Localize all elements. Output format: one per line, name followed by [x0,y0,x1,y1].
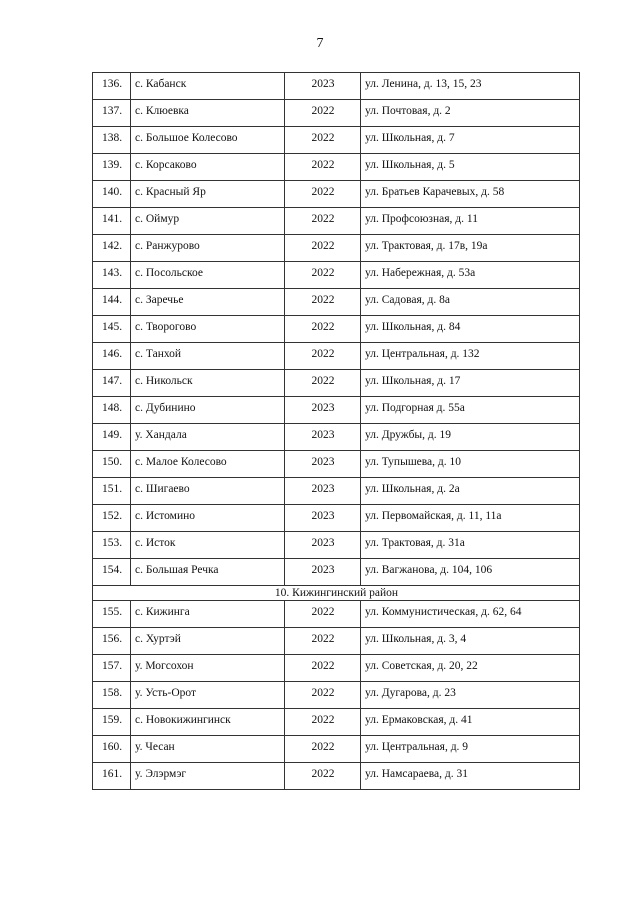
table-row [93,397,580,424]
settlement-name: с. Посольское [131,262,285,289]
settlement-name: у. Усть-Орот [131,682,285,709]
row-number: 148. [93,397,131,424]
address-cell: ул. Братьев Карачевых, д. 58 [361,181,580,208]
year-cell: 2022 [285,100,361,127]
settlement-name: у. Элэрмэг [131,763,285,790]
year-cell: 2022 [285,181,361,208]
settlement-name: с. Ранжурово [131,235,285,262]
year-cell: 2022 [285,208,361,235]
address-cell: ул. Тупышева, д. 10 [361,451,580,478]
settlement-name: с. Дубинино [131,397,285,424]
table-row [93,709,580,736]
table-row [93,451,580,478]
year-cell: 2023 [285,73,361,100]
year-cell: 2022 [285,763,361,790]
row-number: 139. [93,154,131,181]
table-row [93,343,580,370]
row-number: 145. [93,316,131,343]
year-cell: 2023 [285,478,361,505]
row-number: 140. [93,181,131,208]
table-row [93,370,580,397]
table-row [93,532,580,559]
year-cell: 2023 [285,424,361,451]
address-cell: ул. Дружбы, д. 19 [361,424,580,451]
year-cell: 2022 [285,235,361,262]
settlement-name: с. Заречье [131,289,285,316]
address-cell: ул. Дугарова, д. 23 [361,682,580,709]
year-cell: 2022 [285,154,361,181]
settlement-name: с. Хуртэй [131,628,285,655]
row-number: 161. [93,763,131,790]
settlement-name: у. Могсохон [131,655,285,682]
row-number: 137. [93,100,131,127]
settlement-name: с. Оймур [131,208,285,235]
address-cell: ул. Профсоюзная, д. 11 [361,208,580,235]
table-row [93,601,580,628]
settlement-name: у. Чесан [131,736,285,763]
row-number: 150. [93,451,131,478]
table-row [93,154,580,181]
page-number: 7 [316,36,324,51]
settlement-name: с. Танхой [131,343,285,370]
settlement-name: с. Корсаково [131,154,285,181]
year-cell: 2022 [285,316,361,343]
row-number: 138. [93,127,131,154]
table-body-district-9 [93,73,580,586]
settlement-name: с. Новокижингинск [131,709,285,736]
address-cell: ул. Центральная, д. 132 [361,343,580,370]
table-row [93,736,580,763]
address-cell: ул. Школьная, д. 84 [361,316,580,343]
section-row-group [93,586,580,601]
table-row [93,262,580,289]
year-cell: 2022 [285,289,361,316]
table-row [93,682,580,709]
year-cell: 2022 [285,682,361,709]
year-cell: 2023 [285,397,361,424]
address-cell: ул. Вагжанова, д. 104, 106 [361,559,580,586]
address-cell: ул. Подгорная д. 55а [361,397,580,424]
address-cell: ул. Школьная, д. 7 [361,127,580,154]
address-cell: ул. Школьная, д. 5 [361,154,580,181]
row-number: 141. [93,208,131,235]
year-cell: 2022 [285,736,361,763]
address-cell: ул. Намсараева, д. 31 [361,763,580,790]
year-cell: 2022 [285,628,361,655]
settlement-name: с. Кабанск [131,73,285,100]
table-row [93,289,580,316]
address-cell: ул. Садовая, д. 8а [361,289,580,316]
row-number: 154. [93,559,131,586]
table-row [93,100,580,127]
year-cell: 2022 [285,601,361,628]
table-row [93,316,580,343]
address-cell: ул. Ленина, д. 13, 15, 23 [361,73,580,100]
table-row [93,763,580,790]
row-number: 151. [93,478,131,505]
row-number: 152. [93,505,131,532]
settlement-name: с. Кижинга [131,601,285,628]
year-cell: 2022 [285,655,361,682]
row-number: 159. [93,709,131,736]
row-number: 153. [93,532,131,559]
year-cell: 2022 [285,262,361,289]
table-row [93,181,580,208]
row-number: 156. [93,628,131,655]
settlement-name: с. Малое Колесово [131,451,285,478]
table-row [93,424,580,451]
row-number: 157. [93,655,131,682]
table-row [93,655,580,682]
settlement-name: с. Истомино [131,505,285,532]
table-row [93,505,580,532]
section-header-row [93,586,580,601]
row-number: 158. [93,682,131,709]
row-number: 142. [93,235,131,262]
settlement-name: с. Шигаево [131,478,285,505]
row-number: 160. [93,736,131,763]
address-cell: ул. Набережная, д. 53а [361,262,580,289]
year-cell: 2023 [285,505,361,532]
year-cell: 2022 [285,343,361,370]
settlement-name: с. Никольск [131,370,285,397]
year-cell: 2023 [285,559,361,586]
row-number: 149. [93,424,131,451]
settlement-table [92,72,580,790]
table-body-district-10 [93,601,580,790]
address-cell: ул. Ермаковская, д. 41 [361,709,580,736]
address-cell: ул. Коммунистическая, д. 62, 64 [361,601,580,628]
address-cell: ул. Школьная, д. 3, 4 [361,628,580,655]
address-cell: ул. Советская, д. 20, 22 [361,655,580,682]
year-cell: 2022 [285,127,361,154]
row-number: 147. [93,370,131,397]
table-row [93,628,580,655]
table-row [93,73,580,100]
address-cell: ул. Первомайская, д. 11, 11а [361,505,580,532]
year-cell: 2022 [285,370,361,397]
settlement-name: с. Исток [131,532,285,559]
table-row [93,478,580,505]
address-cell: ул. Школьная, д. 17 [361,370,580,397]
row-number: 144. [93,289,131,316]
row-number: 136. [93,73,131,100]
year-cell: 2022 [285,709,361,736]
table-row [93,235,580,262]
settlement-name: с. Творогово [131,316,285,343]
year-cell: 2023 [285,532,361,559]
table-row [93,127,580,154]
table-row [93,559,580,586]
address-cell: ул. Трактовая, д. 31а [361,532,580,559]
address-cell: ул. Почтовая, д. 2 [361,100,580,127]
settlement-name: с. Большая Речка [131,559,285,586]
row-number: 146. [93,343,131,370]
table-row [93,208,580,235]
settlement-name: с. Клюевка [131,100,285,127]
row-number: 143. [93,262,131,289]
settlement-name: у. Хандала [131,424,285,451]
address-cell: ул. Трактовая, д. 17в, 19а [361,235,580,262]
row-number: 155. [93,601,131,628]
settlement-name: с. Красный Яр [131,181,285,208]
settlement-name: с. Большое Колесово [131,127,285,154]
section-header: 10. Кижингинский район [93,586,580,601]
address-cell: ул. Центральная, д. 9 [361,736,580,763]
year-cell: 2023 [285,451,361,478]
address-cell: ул. Школьная, д. 2а [361,478,580,505]
